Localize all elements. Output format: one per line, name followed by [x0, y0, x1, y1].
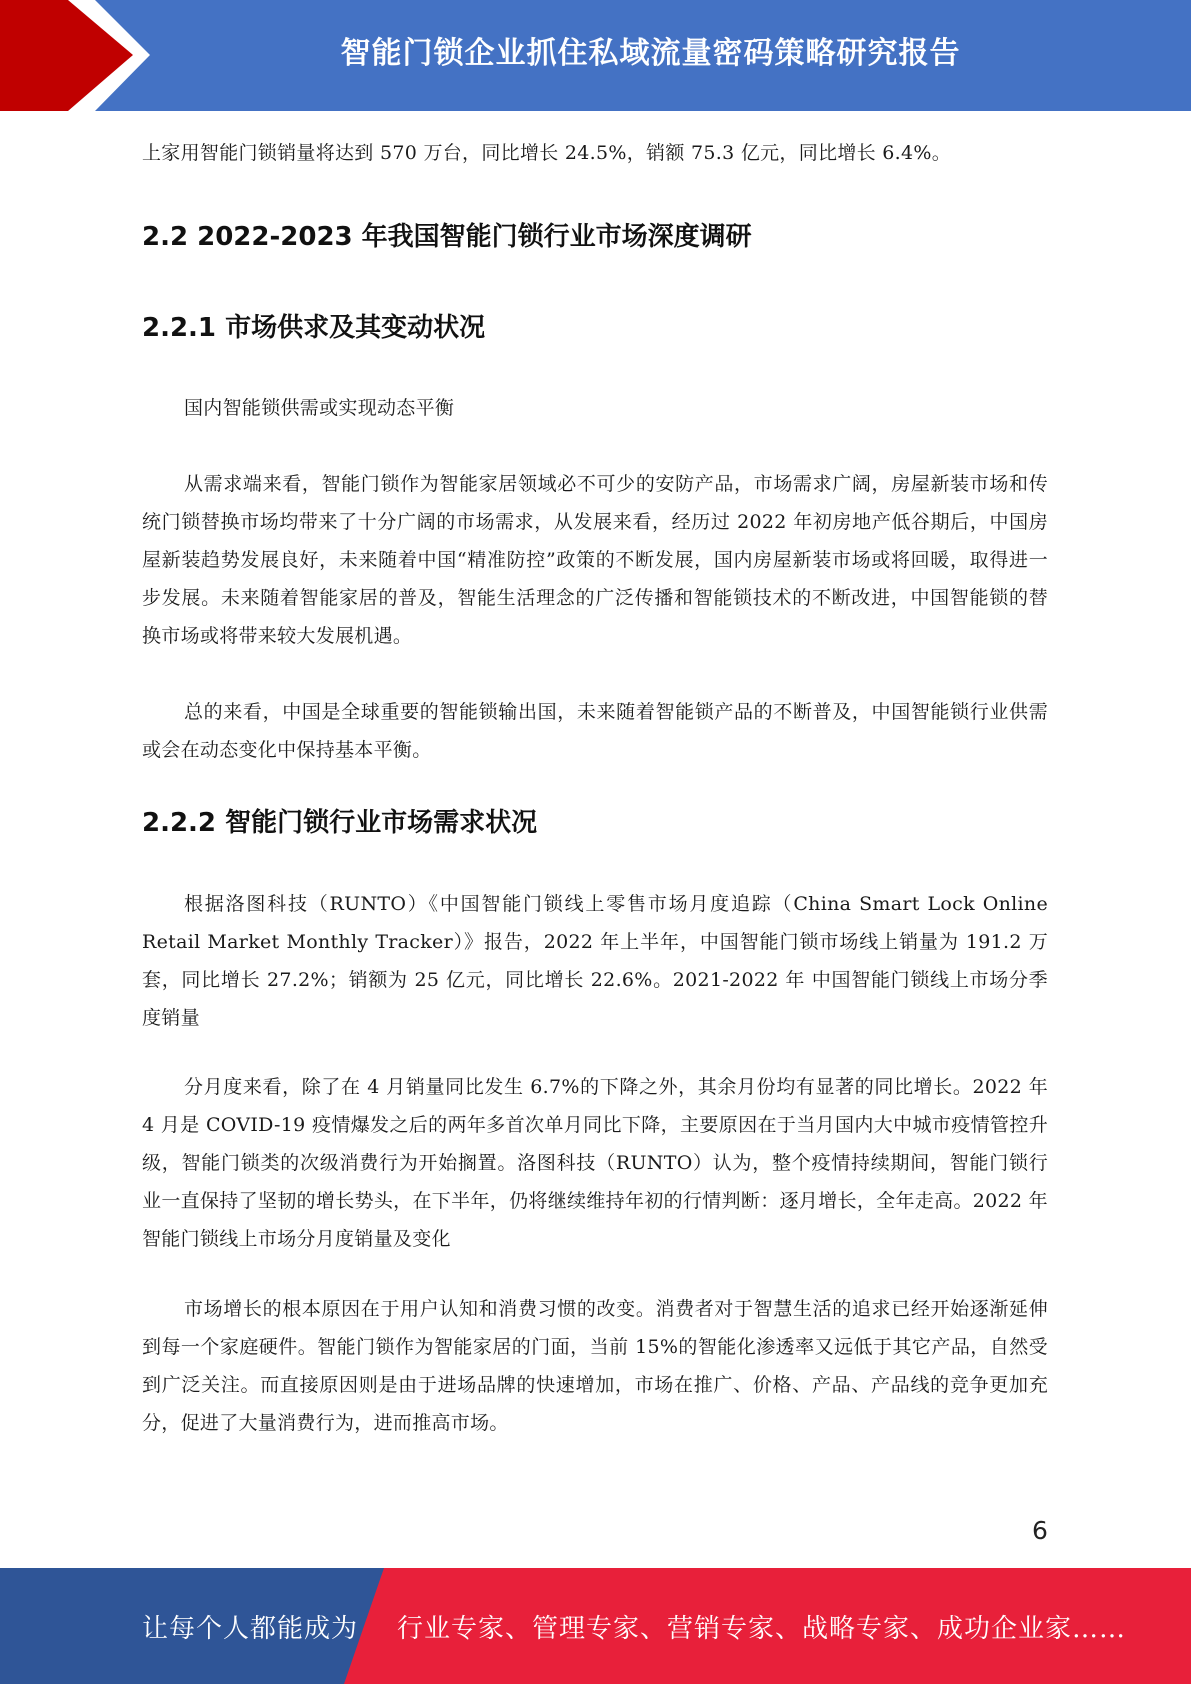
section-heading-2-2: 2.2 2022-2023 年我国智能门锁行业市场深度调研: [142, 222, 752, 252]
page-header: [0, 0, 1191, 111]
balance-paragraph: 国内智能锁供需或实现动态平衡: [184, 397, 455, 419]
footer-slogan-left: 让每个人都能成为: [142, 1614, 359, 1644]
report-title: 智能门锁企业抓住私域流量密码策略研究报告: [340, 36, 961, 71]
footer-slogan-right: 行业专家、管理专家、营销专家、战略专家、成功企业家……: [397, 1614, 1127, 1644]
monthly-paragraph: 分月度来看，除了在 4 月销量同比发生 6.7%的下降之外，其余月份均有显著的同比增长。2022 年 4 月是 COVID-19 疫情爆发之后的两年多首次单月同比下降，主要原因在于当月国内大中城市疫情管控升级，智能门锁类的次级消费行为开始搁置。洛图科技（RUNTO）认为，整个疫情持续期间，智能门锁行业一直保持了坚韧的增长势头，在下半年，仍将继续维持年初的行情判断：逐月增长，全年走高。2022 年智能门锁线上市场分月度销量及变化: [142, 1076, 1048, 1250]
summary-paragraph: 总的来看，中国是全球重要的智能锁输出国，未来随着智能锁产品的不断普及，中国智能锁行业供需或会在动态变化中保持基本平衡。: [142, 701, 1048, 761]
page-footer: [0, 1568, 1191, 1684]
section-heading-2-2-2: 2.2.2 智能门锁行业市场需求状况: [142, 808, 538, 838]
demand-paragraph: 从需求端来看，智能门锁作为智能家居领域必不可少的安防产品，市场需求广阔，房屋新装市场和传统门锁替换市场均带来了十分广阔的市场需求，从发展来看，经历过 2022 年初房地产低谷期后，中国房屋新装趋势发展良好，未来随着中国“精准防控”政策的不断发展，国内房屋新装市场或将回暖，取得进一步发展。未来随着智能家居的普及，智能生活理念的广泛传播和智能锁技术的不断改进，中国智能锁的替换市场或将带来较大发展机遇。: [142, 473, 1048, 647]
section-heading-2-2-1: 2.2.1 市场供求及其变动状况: [142, 313, 486, 343]
growth-paragraph: 市场增长的根本原因在于用户认知和消费习惯的改变。消费者对于智慧生活的追求已经开始逐渐延伸到每一个家庭硬件。智能门锁作为智能家居的门面，当前 15%的智能化渗透率又远低于其它产品，自然受到广泛关注。而直接原因则是由于进场品牌的快速增加，市场在推广、价格、产品、产品线的竞争更加充分，促进了大量消费行为，进而推高市场。: [142, 1298, 1048, 1434]
header-chevron-decoration: [0, 0, 160, 111]
runto-paragraph: 根据洛图科技（RUNTO）《中国智能门锁线上零售市场月度追踪（China Smart Lock Online Retail Market Monthly Tracker）》报告，2022 年上半年，中国智能门锁市场线上销量为 191.2 万套，同比增长 27.2%；销额为 25 亿元，同比增长 22.6%。2021-2022 年 中国智能门锁线上市场分季度销量: [142, 893, 1048, 1029]
page-number: 6: [1032, 1516, 1048, 1545]
intro-paragraph: 上家用智能门锁销量将达到 570 万台，同比增长 24.5%，销额 75.3 亿元，同比增长 6.4%。: [142, 142, 952, 164]
